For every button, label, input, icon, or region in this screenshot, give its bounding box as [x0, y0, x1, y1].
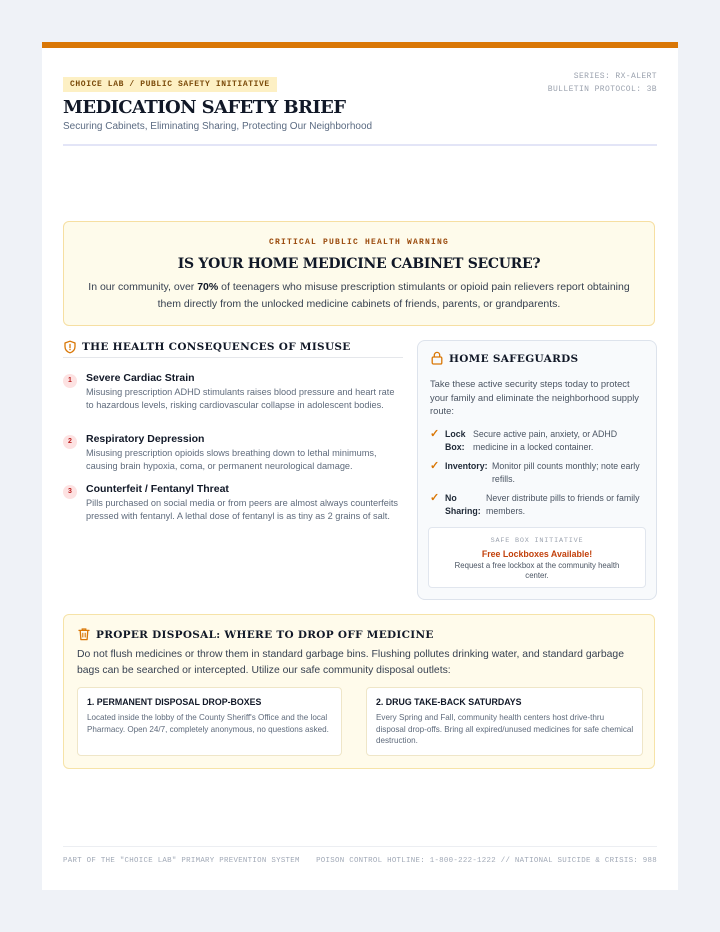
warning-label: CRITICAL PUBLIC HEALTH WARNING	[268, 238, 450, 247]
safeguards-title: HOME SAFEGUARDS	[449, 353, 579, 365]
check-icon: ✓	[430, 492, 440, 504]
safe-box-label: SAFE BOX INITIATIVE	[490, 537, 584, 545]
warning-headline: IS YOUR HOME MEDICINE CABINET SECURE?	[177, 256, 541, 272]
safeguard-label	[445, 492, 481, 518]
card-title: 1. PERMANENT DISPOSAL DROP-BOXES	[87, 697, 262, 707]
safeguard-label-line: No	[445, 493, 457, 503]
trash-icon	[77, 627, 91, 641]
header-divider	[63, 144, 657, 146]
safeguard-label-line: Sharing:	[445, 506, 481, 516]
disposal-title: PROPER DISPOSAL: WHERE TO DROP OFF MEDICINE	[96, 629, 434, 641]
consequences-title: THE HEALTH CONSEQUENCES OF MISUSE	[82, 341, 351, 353]
safeguard-text: Monitor pill counts monthly; note early refills.	[492, 461, 640, 484]
disposal-card	[77, 687, 342, 756]
safeguards-intro: Take these active security steps today to protect your family and eliminate the neighborhood supply route:	[430, 378, 639, 417]
warning-body	[88, 279, 630, 313]
check-icon: ✓	[430, 460, 440, 472]
item-number: 2	[63, 435, 77, 449]
footer-divider	[63, 846, 657, 847]
shield-alert-icon	[63, 340, 77, 354]
safe-box-title: Free Lockboxes Available!	[481, 549, 593, 559]
safeguard-text: Secure active pain, anxiety, or ADHD medicine in a locked container.	[473, 429, 618, 452]
safeguard-label: Inventory:	[445, 461, 488, 471]
series-label: SERIES: RX-ALERT	[573, 72, 657, 81]
item-title: Severe Cardiac Strain	[86, 372, 195, 384]
warning-panel	[63, 221, 655, 326]
disposal-panel	[63, 614, 655, 769]
card-description: Every Spring and Fall, community health centers host drive-thru disposal drop-offs. Bring all expired/unused medicines for safe chemical destruction.	[376, 713, 634, 746]
bulletin-page	[42, 42, 678, 890]
warning-body-post: of teenagers who misuse prescription stimulants or opioid pain relievers report obtaining them directly from the unlocked medicine cabinets of friends, parents, or grandparents.	[157, 281, 630, 310]
item-description: Pills purchased on social media or from peers are almost always counterfeits pressed with fentanyl. A lethal dose of fentanyl is as tiny as 2 grains of salt.	[86, 498, 399, 521]
footer-system-note: PART OF THE "CHOICE LAB" PRIMARY PREVENTION SYSTEM	[63, 857, 300, 865]
page-title: MEDICATION SAFETY BRIEF	[63, 97, 346, 118]
warning-body-pre: In our community, over	[88, 281, 198, 293]
protocol-label: BULLETIN PROTOCOL: 3B	[547, 85, 657, 94]
disposal-card	[366, 687, 643, 756]
item-description: Misusing prescription ADHD stimulants raises blood pressure and heart rate to hazardous levels, risking cardiovascular collapse in adolescent bodies.	[86, 387, 395, 410]
safe-box-callout	[428, 527, 646, 588]
safeguards-panel	[417, 340, 657, 600]
lock-icon	[430, 351, 444, 365]
check-icon: ✓	[430, 428, 440, 440]
card-description: Located inside the lobby of the County Sheriff's Office and the local Pharmacy. Open 24/7, completely anonymous, no questions asked.	[87, 713, 329, 734]
item-title: Respiratory Depression	[86, 433, 205, 445]
initiative-tag: CHOICE LAB / PUBLIC SAFETY INITIATIVE	[63, 77, 277, 92]
safeguard-text: Never distribute pills to friends or family members.	[486, 493, 640, 516]
page-subtitle: Securing Cabinets, Eliminating Sharing, Protecting Our Neighborhood	[63, 121, 373, 132]
safeguard-label-line: Lock	[445, 429, 466, 439]
safeguard-label-line: Box:	[445, 442, 465, 452]
item-title: Counterfeit / Fentanyl Threat	[86, 483, 229, 495]
safeguard-label	[445, 428, 466, 454]
footer-hotlines: POISON CONTROL HOTLINE: 1-800-222-1222 // NATIONAL SUICIDE & CRISIS: 988	[316, 857, 657, 865]
item-number: 3	[63, 485, 77, 499]
item-description: Misusing prescription opioids slows breathing down to lethal minimums, causing brain hypoxia, coma, or permanent neurological damage.	[86, 448, 377, 471]
item-number: 1	[63, 374, 77, 388]
safe-box-text: Request a free lockbox at the community health center.	[454, 561, 620, 580]
bulletin-meta	[548, 70, 657, 96]
card-title: 2. DRUG TAKE-BACK SATURDAYS	[376, 697, 522, 707]
warning-stat: 70%	[197, 281, 219, 293]
accent-top-bar	[42, 42, 678, 48]
consequences-header	[63, 340, 403, 358]
disposal-body: Do not flush medicines or throw them in standard garbage bins. Flushing pollutes drinking water, and standard garbage bags can be searched or intercepted. Utilize our safe community disposal outlets:	[77, 649, 624, 676]
